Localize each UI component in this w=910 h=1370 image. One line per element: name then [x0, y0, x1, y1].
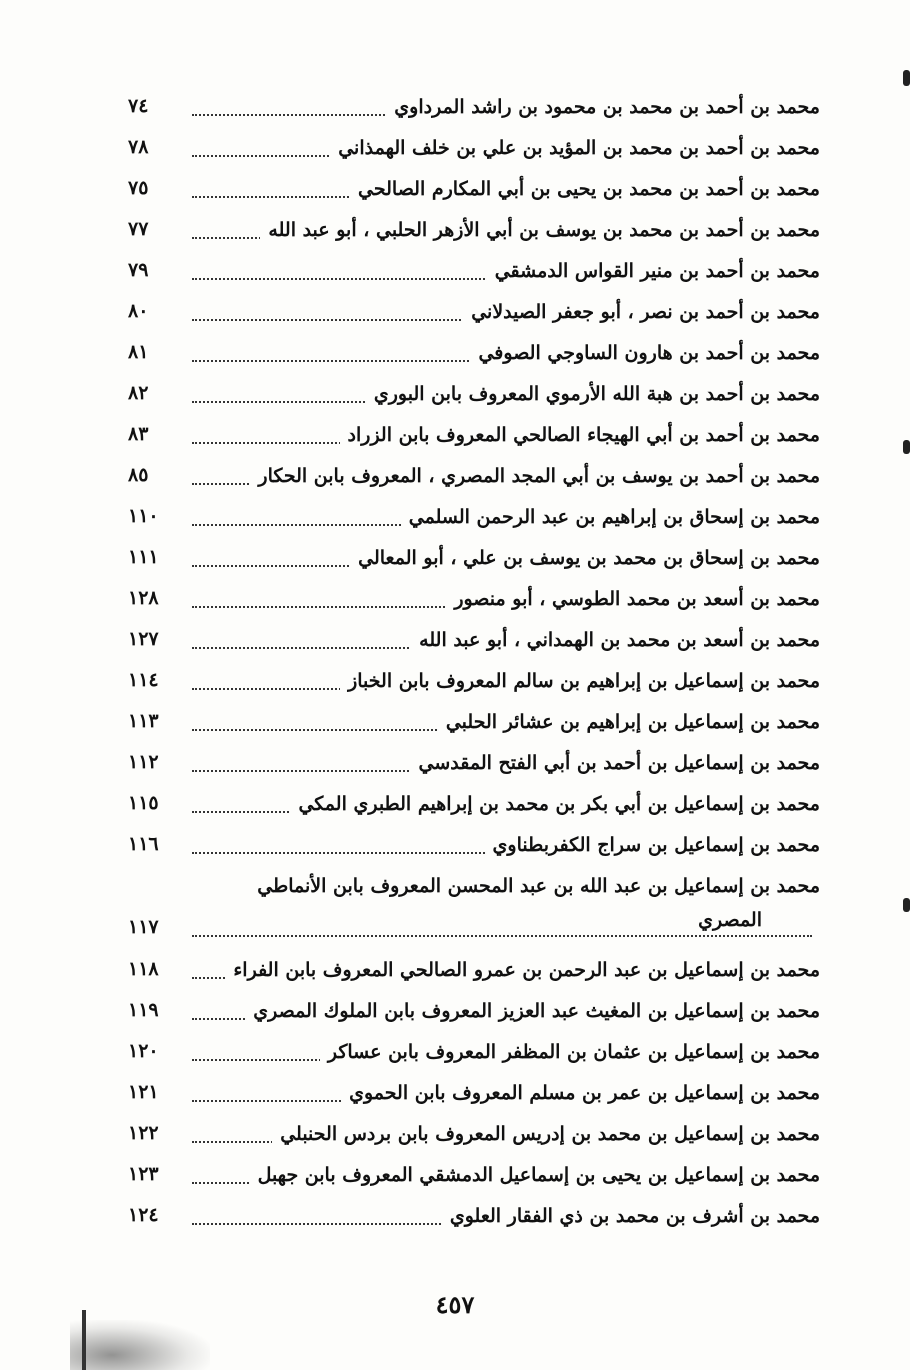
index-entry [120, 664, 820, 705]
entry-name [272, 1123, 820, 1145]
entry-page-number: ١١١ [128, 546, 159, 568]
index-entry [120, 541, 820, 582]
entry-name [320, 1041, 820, 1063]
entry-name [487, 260, 820, 282]
entry-name [366, 383, 820, 405]
scan-smudge [70, 1320, 210, 1370]
index-entry [120, 828, 820, 869]
entry-name-line: محمد بن أحمد بن أبي الهيجاء الصالحي المعروف بابن الزراد [347, 424, 820, 446]
entry-name [290, 793, 820, 815]
edge-mark [903, 898, 910, 912]
index-entry [120, 1076, 820, 1117]
entry-page-number: ١١٣ [128, 710, 159, 732]
index-entry [120, 418, 820, 459]
entry-name [245, 1000, 820, 1022]
entry-name [386, 96, 820, 118]
entry-page-number: ٨٠ [128, 300, 149, 322]
entry-page-number: ٨١ [128, 341, 149, 363]
entry-page-number: ٧٥ [128, 177, 149, 199]
entry-name [438, 711, 820, 733]
entry-name-line: محمد بن أسعد بن محمد بن الهمداني ، أبو عبد الله [419, 629, 820, 651]
entry-page-number: ١١٢ [128, 751, 159, 773]
index-entry [120, 623, 820, 664]
entry-page-number: ٧٧ [128, 218, 149, 240]
entry-page-number: ١٢٣ [128, 1163, 159, 1185]
entry-name [250, 465, 820, 487]
entry-page-number: ٨٢ [128, 382, 149, 404]
entry-page-number: ١١٠ [128, 505, 159, 527]
entry-page-number: ٨٣ [128, 423, 149, 445]
entry-page-number: ١١٦ [128, 833, 159, 855]
entry-name [470, 342, 820, 364]
entry-page-number: ١١٧ [128, 916, 159, 938]
entry-name-line: محمد بن إسماعيل بن عمر بن مسلم المعروف بابن الحموي [349, 1082, 820, 1104]
entry-page-number: ١٢٠ [128, 1040, 159, 1062]
scan-binding-mark [82, 1310, 86, 1370]
entry-name [485, 834, 820, 856]
entry-name-line: محمد بن أحمد بن نصر ، أبو جعفر الصيدلاني [471, 301, 820, 323]
entry-name-line: محمد بن إسحاق بن محمد بن يوسف بن علي ، أبو المعالي [358, 547, 820, 569]
index-entry [120, 1117, 820, 1158]
entry-name-continuation: المصري [698, 909, 762, 931]
entry-name-line: محمد بن أسعد بن محمد الطوسي ، أبو منصور [454, 588, 820, 610]
page-number: ٤٥٧ [435, 1290, 475, 1319]
entry-name-line: محمد بن أحمد بن محمد بن يوسف بن أبي الأزهر الحلبي ، أبو عبد الله [268, 219, 820, 241]
entry-name [446, 588, 820, 610]
entry-name [350, 547, 820, 569]
entry-name [330, 137, 820, 159]
dot-leader [192, 935, 812, 937]
entry-name [340, 670, 820, 692]
entry-page-number: ٧٩ [128, 259, 149, 281]
entry-name [341, 1082, 820, 1104]
entry-name-line: محمد بن إسحاق بن إبراهيم بن عبد الرحمن السلمي [408, 506, 820, 528]
entry-name-line: محمد بن إسماعيل بن إبراهيم بن عشائر الحلبي [445, 711, 820, 733]
index-entry [120, 336, 820, 377]
entry-name-line: محمد بن أحمد بن محمد بن محمود بن راشد المرداوي [394, 96, 820, 118]
entry-name-line: محمد بن أحمد بن هبة الله الأرموي المعروف بابن البوري [373, 383, 820, 405]
entry-name-line: محمد بن أحمد بن محمد بن يحيى بن أبي المكارم الصالحي [358, 178, 820, 200]
index-entry [120, 705, 820, 746]
entry-page-number: ١٢٤ [128, 1204, 159, 1226]
entry-name-line: محمد بن أحمد بن منير القواس الدمشقي [494, 260, 820, 282]
entry-name [260, 219, 820, 241]
entry-page-number: ٨٥ [128, 464, 149, 486]
entry-name [250, 1164, 820, 1186]
index-entry [120, 1199, 820, 1240]
entry-page-number: ١١٥ [128, 792, 159, 814]
index-entry [120, 131, 820, 172]
entry-name [442, 1205, 820, 1227]
index-entry [120, 172, 820, 213]
entry-name-line: محمد بن أشرف بن محمد بن ذي الفقار العلوي [449, 1205, 820, 1227]
index-entry [120, 746, 820, 787]
entry-name-line: محمد بن أحمد بن محمد بن المؤيد بن علي بن خلف الهمذاني [338, 137, 820, 159]
entry-page-number: ١٢١ [128, 1081, 159, 1103]
index-entry [120, 90, 820, 131]
entry-name [411, 752, 820, 774]
index-list [120, 90, 820, 1240]
index-entry [120, 459, 820, 500]
entry-name-line: محمد بن إسماعيل بن عبد الله بن عبد المحسن المعروف بابن الأنماطي [257, 875, 820, 897]
edge-mark [903, 440, 910, 454]
index-entry [120, 953, 820, 994]
entry-name-line: محمد بن أحمد بن يوسف بن أبي المجد المصري ، المعروف بابن الحكار [258, 465, 820, 487]
entry-page-number: ١٢٧ [128, 628, 159, 650]
entry-page-number: ٧٤ [128, 95, 149, 117]
entry-name-line: محمد بن إسماعيل بن أحمد بن أبي الفتح المقدسي [418, 752, 820, 774]
index-entry [120, 1158, 820, 1199]
entry-name-line: محمد بن إسماعيل بن عثمان بن المظفر المعروف بابن عساكر [327, 1041, 820, 1063]
entry-page-number: ١٢٢ [128, 1122, 159, 1144]
index-entry [120, 377, 820, 418]
entry-name-line: محمد بن إسماعيل بن المغيث عبد العزيز المعروف بابن الملوك المصري [253, 1000, 820, 1022]
entry-name-line: محمد بن إسماعيل بن أبي بكر بن محمد بن إبراهيم الطبري المكي [298, 793, 820, 815]
index-entry [120, 500, 820, 541]
entry-name-line: محمد بن إسماعيل بن محمد بن إدريس المعروف بابن بردس الحنبلي [280, 1123, 820, 1145]
entry-page-number: ٧٨ [128, 136, 149, 158]
entry-name-line: محمد بن أحمد بن هارون الساوجي الصوفي [478, 342, 820, 364]
entry-name [340, 424, 820, 446]
index-entry [120, 869, 820, 953]
edge-mark [903, 70, 910, 86]
entry-name [411, 629, 820, 651]
entry-name-line: محمد بن إسماعيل بن عبد الرحمن بن عمرو الصالحي المعروف بابن الفراء [233, 959, 820, 981]
entry-page-number: ١١٤ [128, 669, 159, 691]
entry-page-number: ١١٨ [128, 958, 159, 980]
index-entry [120, 213, 820, 254]
entry-name [350, 178, 820, 200]
entry-name-line: محمد بن إسماعيل بن سراج الكفربطناوي [492, 834, 820, 856]
index-entry [120, 1035, 820, 1076]
entry-name-line: محمد بن إسماعيل بن يحيى بن إسماعيل الدمشقي المعروف بابن جهبل [257, 1164, 820, 1186]
entry-name-line: محمد بن إسماعيل بن إبراهيم بن سالم المعروف بابن الخباز [348, 670, 820, 692]
entry-name [249, 875, 820, 931]
entry-name [225, 959, 820, 981]
entry-page-number: ١١٩ [128, 999, 159, 1021]
entry-name [401, 506, 820, 528]
index-entry [120, 295, 820, 336]
entry-page-number: ١٢٨ [128, 587, 159, 609]
index-entry [120, 582, 820, 623]
index-entry [120, 787, 820, 828]
entry-name [463, 301, 820, 323]
index-entry [120, 254, 820, 295]
index-entry [120, 994, 820, 1035]
